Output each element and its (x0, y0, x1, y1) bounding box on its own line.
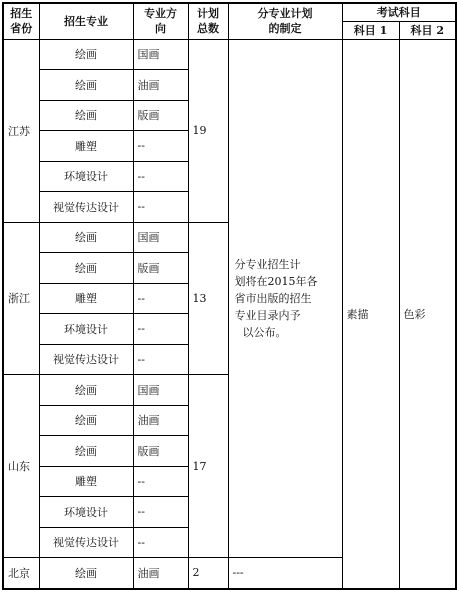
major-cell: 雕塑 (39, 131, 133, 162)
direction-cell: 版画 (133, 100, 188, 131)
major-cell: 绘画 (39, 253, 133, 284)
direction-cell: 油画 (133, 70, 188, 101)
province-cell: 北京 (3, 558, 39, 589)
major-cell: 雕塑 (39, 283, 133, 314)
major-cell: 视觉传达设计 (39, 527, 133, 558)
admissions-plan-table (2, 2, 457, 590)
plan-method-note (228, 39, 342, 558)
major-cell: 环境设计 (39, 161, 133, 192)
major-cell: 雕塑 (39, 466, 133, 497)
direction-cell: -- (133, 131, 188, 162)
note-line: 以公布。 (242, 325, 287, 339)
major-cell: 环境设计 (39, 497, 133, 528)
major-cell: 绘画 (39, 39, 133, 70)
header-plan-total: 计划 总数 (188, 3, 228, 39)
table-header (3, 3, 456, 39)
direction-cell: -- (133, 283, 188, 314)
direction-cell: -- (133, 314, 188, 345)
direction-cell: -- (133, 497, 188, 528)
exam-subject-2-cell: 色彩 (399, 39, 456, 589)
header-subject-2: 科目 2 (399, 21, 456, 39)
direction-cell: 国画 (133, 39, 188, 70)
plan-method-cell: --- (228, 558, 342, 589)
direction-cell: -- (133, 161, 188, 192)
header-major: 招生专业 (39, 3, 133, 39)
direction-cell: 国画 (133, 375, 188, 406)
plan-total-cell: 19 (188, 39, 228, 222)
province-cell: 山东 (3, 375, 39, 558)
note-line: 省市出版的招生 (234, 291, 312, 305)
major-cell: 绘画 (39, 436, 133, 467)
major-cell: 绘画 (39, 70, 133, 101)
header-plan-method: 分专业计划 的制定 (228, 3, 342, 39)
province-cell: 江苏 (3, 39, 39, 222)
plan-total-cell: 17 (188, 375, 228, 558)
plan-total-cell: 2 (188, 558, 228, 589)
direction-cell: -- (133, 192, 188, 223)
direction-cell: -- (133, 344, 188, 375)
direction-cell: -- (133, 527, 188, 558)
major-cell: 绘画 (39, 558, 133, 589)
direction-cell: 油画 (133, 558, 188, 589)
header-province: 招生 省份 (3, 3, 39, 39)
major-cell: 绘画 (39, 375, 133, 406)
direction-cell: 油画 (133, 405, 188, 436)
note-line: 专业目录内予 (234, 308, 301, 322)
header-direction: 专业方 向 (133, 3, 188, 39)
note-line: 分专业招生计 (234, 257, 301, 271)
direction-cell: 版画 (133, 436, 188, 467)
plan-total-cell: 13 (188, 222, 228, 375)
direction-cell: 国画 (133, 222, 188, 253)
exam-subject-1-cell: 素描 (342, 39, 399, 589)
admissions-plan-document (2, 2, 457, 590)
note-line: 划将在2015年各 (234, 274, 318, 288)
major-cell: 视觉传达设计 (39, 344, 133, 375)
header-subject-1: 科目 1 (342, 21, 399, 39)
direction-cell: 版画 (133, 253, 188, 284)
major-cell: 绘画 (39, 100, 133, 131)
province-cell: 浙江 (3, 222, 39, 375)
major-cell: 绘画 (39, 222, 133, 253)
major-cell: 环境设计 (39, 314, 133, 345)
table-body (3, 39, 456, 589)
major-cell: 绘画 (39, 405, 133, 436)
direction-cell: -- (133, 466, 188, 497)
major-cell: 视觉传达设计 (39, 192, 133, 223)
header-exam-subjects: 考试科目 (342, 3, 456, 21)
